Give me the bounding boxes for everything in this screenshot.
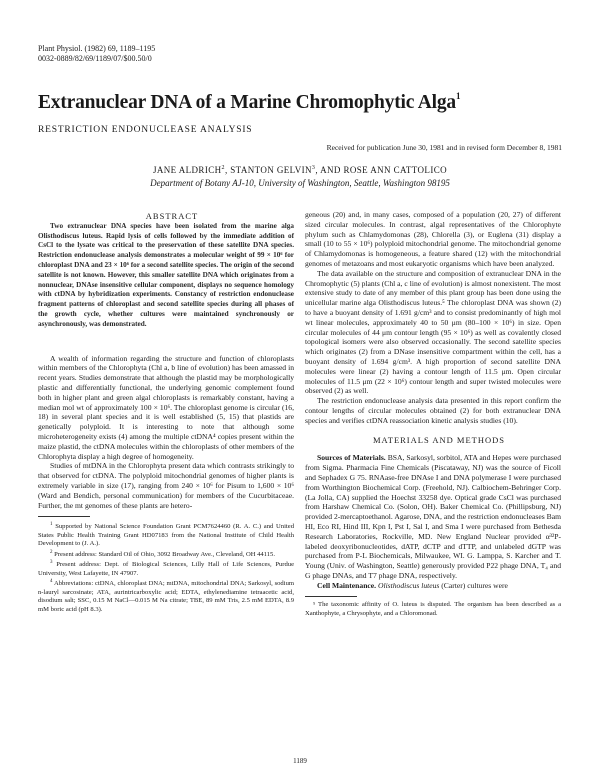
cell-species-name: Olisthodiscus luteus: [377, 580, 440, 590]
footnote-4-text: Abbreviations: ctDNA, chloroplast DNA; mtDNA, mitochondrial DNA; Sarkosyl, sodium n-lauryl sarcosinate; ATA, aurintricarboxylic acid; EDTA, ethylenediamine tetraacetic acid, disodium salt; SSC, 0.15 M NaCl—0.015 M Na citrate; TBE, 89 mM Tris, 2.5 mM EDTA, 8.9 mM boric acid (pH 8.3).: [38, 580, 294, 613]
footnote-2-text: Present address: Standard Oil of Ohio, 3092 Broadway Ave., Cleveland, OH 44115.: [54, 550, 276, 558]
author-line: JANE ALDRICH$^2$, STANTON GELVIN$^3$, AND ROSE ANN CATTOLICO: [152, 165, 448, 175]
footnote-2-marker: 2: [50, 549, 53, 555]
abstract-heading: ABSTRACT: [145, 211, 199, 221]
body-paragraph-restriction: The restriction endonuclease analysis data presented in this report confirm the contour lengths of circular molecules obtained (2) for both extranuclear DNA species and verifies ctDNA reassociation kinetic analysis studies (10).: [305, 396, 561, 425]
abstract-body: [38, 222, 294, 330]
footnote-1: [38, 521, 294, 548]
cell-runin-heading: Cell Maintenance.: [317, 580, 377, 590]
abstract-paragraph: Two extranuclear DNA species have been isolated from the marine alga Olisthodiscus luteus. Rapid lysis of cells followed by the immediate addition of CsCl to the lysate was critical to the preservation of these satellite DNA species. Restriction endonuclease analysis demonstrates a molecular weight of 99 × 10⁶ for chloroplast DNA and 23 × 10⁶ for a second satellite species. The origin of the second satellite is not known. However, this smaller satellite DNA which originates from a nonnuclear, DNAse insensitive cellular component, displays no sequence homology with ctDNA by hybridization experiments. Constancy of restriction endonuclease fragment patterns of chloroplast and second satellite species during all phases of the growth cycle, whether cultures were maintained synchronously or asynchronously, was demonstrated.: [38, 221, 294, 328]
cell-maintenance-paragraph: [305, 581, 561, 591]
body-paragraph-chromophyte: The data available on the structure and composition of extranuclear DNA in the Chromophytic (5) plants (Chl a, c line of evolution) is almost nonexistent. The most extensive study to date of any member of this plant group has been done using the unicellular marine alga Olisthodiscus luteus.⁵ The chloroplast DNA was shown (2) to have a buoyant density of 1.691 g/cm³ and to consist predominantly of high mol wt linear molecules, approximately 40 to 50 μm (80–100 × 10⁶) in size. Open circular molecules of 44 μm contour length (95 × 10⁶) as well as covalently closed topological isomers were also observed occasionally. The second satellite species which originates (2) from a DNase insensitive compartment within the cell, has a buoyant density of 1.694 g/cm³. A high proportion of second satellite DNA molecules were linear (2) having a contour length of 11.5 μm. Open circular molecules of 11.5 μm (22 × 10⁶) contour length and super twisted molecules were observed (2) as well.: [305, 268, 561, 396]
cell-text: (Carter) cultures were: [441, 580, 508, 590]
author-2: STANTON GELVIN: [230, 165, 312, 175]
right-footnote-divider: [305, 596, 357, 597]
right-column: [305, 210, 561, 618]
sources-text: BSA, Sarkosyl, sorbitol, ATA and Hepes were purchased from Sigma. Pharmacia Fine Chemicals (Piscataway, NJ) was the source of Ficoll and Sephadex G 75. RNAase-free DNAse I and DNA polymerase I were purchased from Worthington Biochemical Corp. (Freehold, NJ). Calbiochem-Behringer Corp. (La Jolla, CA) supplied the Hoechst 33258 dye. Optical grade CsCl was purchased from Harshaw Chemical Co. (Solon, OH). Baker Chemical Co. (Phillipsburg, NJ) provided 2-mercaptoethanol. Agarose, DNA, and the restriction endonucleases Bam HI, Eco RI, Hind III, Kpn I, Pst I, Sal I, and Sma I were purchased from Bethesda Research Laboratories, Rockville, MD. New England Nuclear provided α³²P-labeled deoxyribonucleotides, dATP, dCTP and dTTP, and unlabeled dGTP was purchased from P-L Biochemicals, Milwaukee, WI. G. Lamppa, S. Karcher and T. Young (Univ. of Washington, Seattle) generously provided P22 phage DNA, T₄ and G phage DNAs, and T7 phage DNA, respectively.: [305, 453, 561, 580]
sources-paragraph: [305, 453, 561, 580]
footnote-3: [38, 559, 294, 578]
title-footnote-marker: 1: [455, 91, 461, 101]
footnote-3-marker: 3: [50, 560, 53, 566]
page-number: 1189: [293, 757, 307, 765]
footnote-4: [38, 578, 294, 614]
footnote-5: ⁵ The taxonomic affinity of O. luteus is disputed. The organism has been described as a Xanthophyte, a Chrysophyte, and a Chloromonad.: [305, 601, 561, 617]
received-date-line: Received for publication June 30, 1981 and in revised form December 8, 1981: [326, 143, 562, 152]
article-subtitle: RESTRICTION ENDONUCLEASE ANALYSIS: [38, 125, 253, 135]
sources-runin-heading: Sources of Materials.: [317, 453, 386, 463]
author-3: AND ROSE ANN CATTOLICO: [320, 165, 448, 175]
footnote-divider: [38, 516, 90, 517]
affiliation: Department of Botany AJ-10, University of Washington, Seattle, Washington 98195: [150, 178, 450, 188]
footnote-2: [38, 549, 294, 560]
footnote-1-marker: 1: [50, 522, 53, 528]
author-1: JANE ALDRICH: [152, 165, 222, 175]
article-title-text: Extranuclear DNA of a Marine Chromophytic Alga: [38, 92, 456, 113]
footnote-4-marker: 4: [50, 579, 53, 585]
intro-paragraph-1: A wealth of information regarding the structure and function of chloroplasts within members of the Chlorophyta (Chl a, b line of evolution) has been amassed in recent years. Studies demonstrate that although the plastid may be morphologically plastic and differentially functional, the underlying genomic complement found both in higher plant and green algal chloroplasts is remarkably constant, having a median mol wt of approximately 100 × 10⁶. The chloroplast genome is circular (16, 18) in several plant species and it is well established (5, 15) that plastids are genetically polyploid. It is interesting to note that although some microheterogeneity exists (4) among the multiple ctDNA⁴ copies present within the maize plastid, the ctDNA molecules within the chloroplasts of other members of the Chlorophyta display a high degree of homogeneity.: [38, 353, 294, 461]
author-2-marker: 3: [311, 165, 316, 171]
methods-heading: MATERIALS AND METHODS: [373, 434, 505, 445]
intro-paragraph-2: Studies of mtDNA in the Chlorophyta present data which contrasts strikingly to that observed for ctDNA. The polyploid mitochondrial genomes of higher plants is extremely variable in size (17), ranging from 240 × 10⁶ for Pisum to 1,600 × 10⁶ (Ward and Bendich, personal communication) for members of the Cucurbitaceae. Further, the mt genomes of these plants are hetero-: [38, 461, 294, 510]
footnote-1-text: Supported by National Science Foundation Grant PCM7624460 (R. A. C.) and United States Public Health Training Grant HD07183 from the National Institute of Child Health Development to (J. A.).: [38, 523, 294, 548]
footnote-3-text: Present address: Dept. of Biological Sciences, Lilly Hall of Life Sciences, Purdue University, West Lafayette, IN 47907.: [38, 561, 295, 577]
journal-citation: Plant Physiol. (1982) 69, 1189–1195: [38, 44, 156, 53]
journal-code: 0032-0889/82/69/1189/07/$00.50/0: [38, 54, 152, 63]
article-title: [38, 92, 460, 114]
author-1-marker: 2: [221, 165, 225, 171]
left-column: [38, 212, 294, 614]
body-paragraph-continued: geneous (20) and, in many cases, composed of a population (20, 27) of different sized circular molecules. In contrast, algal representatives of the Chlorophyte phylum such as Chlamydomonas (28), Chlorella (3), or Euglena (31) display a small (10 to 55 × 10⁶) polyploid mitochondrial genome. The mitochondrial genome of Chlamydomonas is homogeneous, a feature shared (12) with the mitochondrial genomes of metazoans and most eukaryotic organisms which have been analyzed.: [305, 210, 561, 268]
